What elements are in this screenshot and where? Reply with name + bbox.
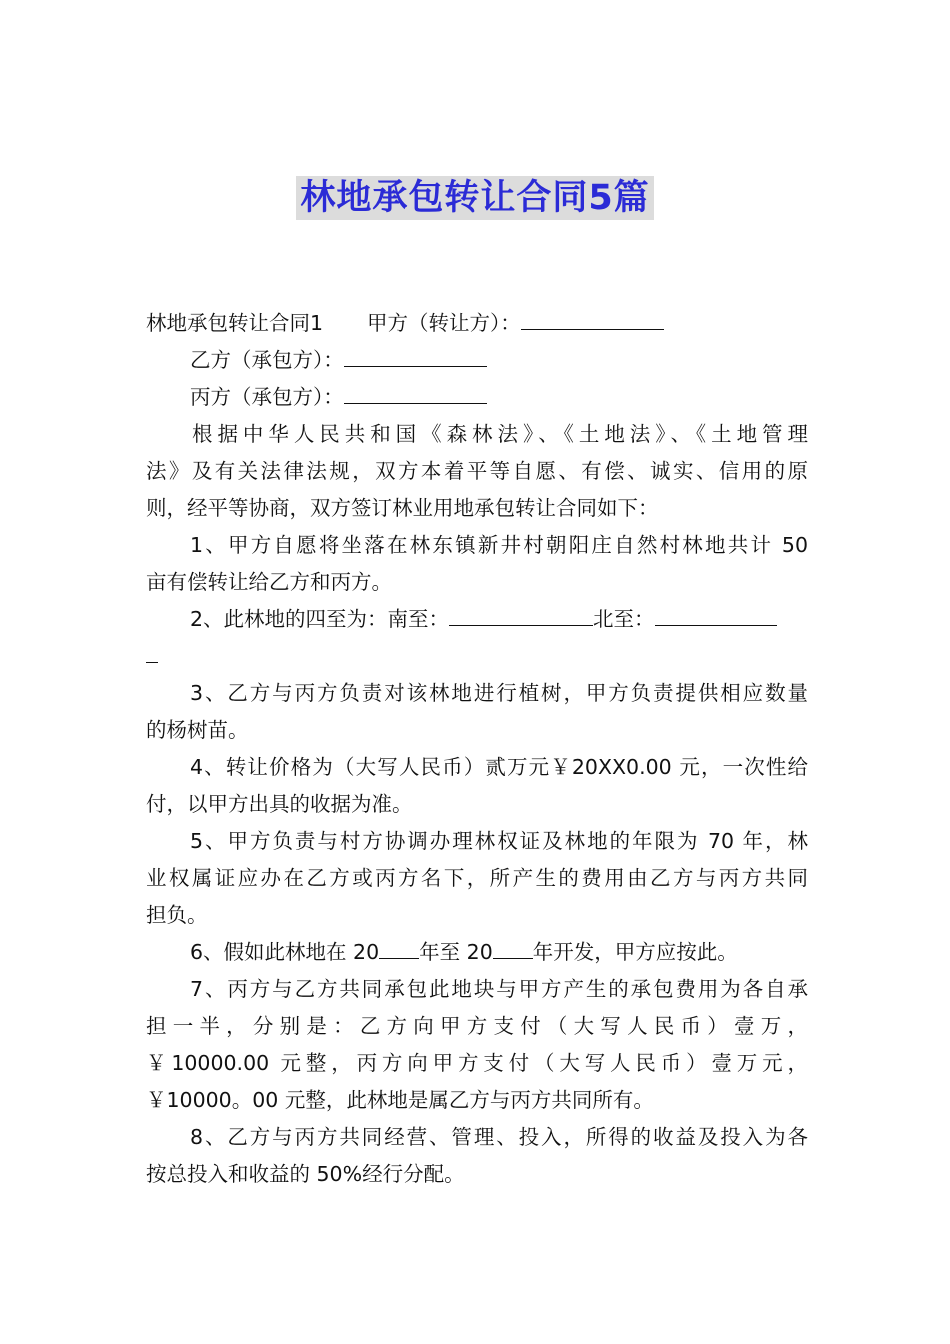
clause-3-line-2: 的杨树苗。 (146, 718, 249, 742)
clause-7-line-2: 担一半，分别是：乙方向甲方支付（大写人民币）壹万， (146, 1014, 808, 1038)
clause-5-line-3: 担负。 (146, 903, 208, 927)
party-c-blank (344, 379, 487, 404)
clause-2-line-1 (146, 601, 808, 638)
title-area (0, 176, 950, 220)
clause-5-line-1: 5、甲方负责与村方协调办理林权证及林地的年限为 70 年，林 (190, 829, 808, 853)
end-year-blank (493, 934, 533, 959)
clause-2-line-2 (146, 638, 808, 675)
intro-line-1: 根据中华人民共和国《森林法》、《土地法》、《土地管理 (192, 422, 808, 446)
clause-8-line-1: 8、乙方与丙方共同经营、管理、投入，所得的收益及投入为各 (190, 1125, 808, 1149)
party-b-blank (344, 342, 487, 367)
clause-7-line-3: ￥10000.00 元整，丙方向甲方支付（大写人民币）壹万元， (146, 1051, 808, 1075)
clause-6-part-1: 6、假如此林地在 20 (190, 940, 380, 964)
clause-2-north-label: 北至： (593, 607, 655, 631)
document-body (146, 305, 808, 1193)
party-c-label: 丙方（承包方）： (190, 385, 344, 409)
clause-6-part-2: 年至 20 (419, 940, 493, 964)
start-year-blank (379, 934, 419, 959)
contract-number: 林地承包转让合同1 (146, 311, 324, 335)
clause-4-line-1: 4、转让价格为（大写人民币）贰万元￥20XX0.00 元，一次性给 (190, 755, 808, 779)
clause-6-line (146, 934, 808, 971)
party-a-label: 甲方（转让方）： (367, 311, 521, 335)
intro-line-2: 法》及有关法律法规，双方本着平等自愿、有偿、诚实、信用的原 (146, 459, 808, 483)
party-c-line (146, 379, 808, 416)
north-boundary-blank-continued (146, 638, 158, 663)
clause-7-line-4: ￥10000。00 元整，此林地是属乙方与丙方共同所有。 (146, 1088, 654, 1112)
south-boundary-blank (449, 601, 593, 626)
clause-6-part-3: 年开发，甲方应按此。 (532, 940, 738, 964)
clause-5-line-2: 业权属证应办在乙方或丙方名下，所产生的费用由乙方与丙方共同 (146, 866, 808, 890)
clause-2-south-label: 2、此林地的四至为：南至： (190, 607, 450, 631)
clause-8-line-2: 按总投入和收益的 50%经行分配。 (146, 1162, 465, 1186)
party-b-label: 乙方（承包方）： (190, 348, 344, 372)
contract-header-line (146, 305, 808, 342)
document-title: 林地承包转让合同5篇 (296, 176, 653, 220)
clause-7-line-1: 7、丙方与乙方共同承包此地块与甲方产生的承包费用为各自承 (190, 977, 808, 1001)
party-a-blank (521, 305, 664, 330)
clause-3-line-1: 3、乙方与丙方负责对该林地进行植树，甲方负责提供相应数量 (190, 681, 808, 705)
north-boundary-blank (655, 601, 777, 626)
intro-line-3: 则，经平等协商，双方签订林业用地承包转让合同如下： (146, 496, 659, 520)
clause-1-line-2: 亩有偿转让给乙方和丙方。 (146, 570, 392, 594)
party-b-line (146, 342, 808, 379)
clause-1-line-1: 1、甲方自愿将坐落在林东镇新井村朝阳庄自然村林地共计 50 (190, 533, 808, 557)
clause-4-line-2: 付，以甲方出具的收据为准。 (146, 792, 413, 816)
